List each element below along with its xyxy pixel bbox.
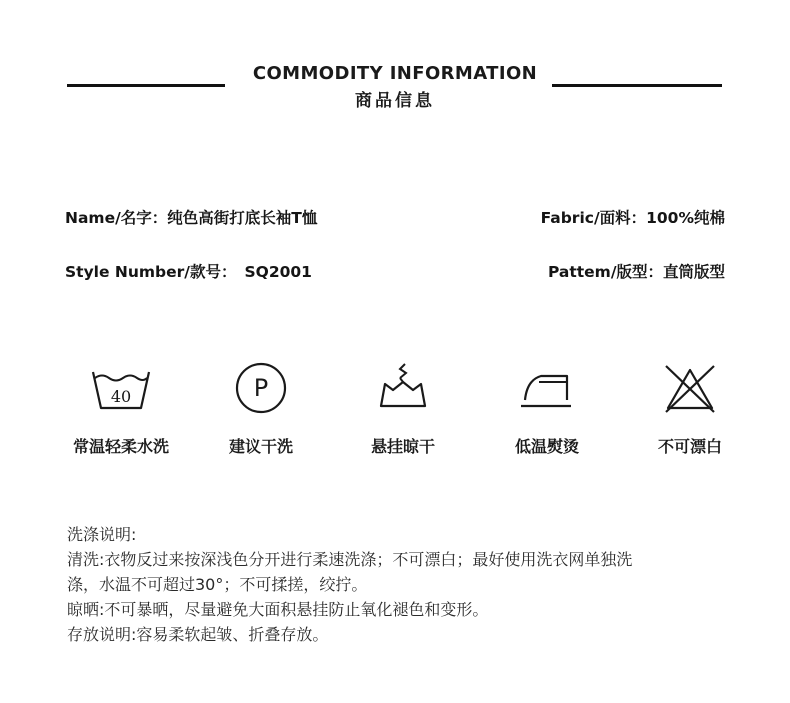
- dry-clean-letter: P: [253, 374, 269, 402]
- care-item-iron: [477, 362, 617, 462]
- care-label-iron: 低温熨烫: [514, 437, 579, 456]
- header-divider-right: [552, 84, 722, 87]
- pattern-value: 直筒版型: [662, 263, 725, 281]
- care-label-no-bleach: 不可漂白: [657, 437, 722, 456]
- care-item-no-bleach: [620, 362, 760, 462]
- care-item-wash: [51, 362, 191, 462]
- care-label-hang-dry: 悬挂晾干: [370, 437, 435, 456]
- fabric-value: 100%纯棉: [646, 209, 725, 227]
- style-number-label: Style Number/款号：: [65, 263, 237, 281]
- style-number-value: SQ2001: [244, 263, 312, 281]
- wash-40-icon: [51, 362, 191, 414]
- name-field: [65, 206, 317, 228]
- dry-clean-p-icon: [191, 362, 331, 414]
- iron-icon: [477, 362, 617, 414]
- washing-instructions: [67, 522, 737, 647]
- care-label-wash: 常温轻柔水洗: [72, 437, 169, 456]
- instructions-line-4: 存放说明:容易柔软起皱、折叠存放。: [67, 625, 329, 644]
- instructions-heading: 洗涤说明:: [67, 525, 137, 544]
- title-chinese: 商品信息: [355, 91, 435, 111]
- style-number-field: [65, 260, 312, 282]
- fabric-label: Fabric/面料：: [540, 209, 647, 227]
- wash-temperature: 40: [110, 387, 132, 406]
- care-item-hang-dry: [333, 362, 473, 462]
- instructions-line-1: 清洗:衣物反过来按深浅色分开进行柔速洗涤；不可漂白；最好使用洗衣网单独洗: [67, 550, 633, 569]
- header-divider-left: [67, 84, 225, 87]
- care-label-dry-clean: 建议干洗: [228, 437, 293, 456]
- care-item-dry-clean: [191, 362, 331, 462]
- hang-dry-icon: [333, 362, 473, 414]
- pattern-field: [548, 260, 725, 282]
- instructions-line-3: 晾晒:不可暴晒，尽量避免大面积悬挂防止氧化褪色和变形。: [67, 600, 489, 619]
- no-bleach-icon: [620, 362, 760, 414]
- instructions-line-2: 涤，水温不可超过30°；不可揉搓，绞拧。: [67, 575, 368, 594]
- name-value: 纯色高街打底长袖T恤: [167, 209, 318, 227]
- title-english: COMMODITY INFORMATION: [252, 63, 538, 84]
- pattern-label: Pattem/版型：: [547, 263, 663, 281]
- name-label: Name/名字：: [65, 209, 168, 227]
- fabric-field: [541, 206, 725, 228]
